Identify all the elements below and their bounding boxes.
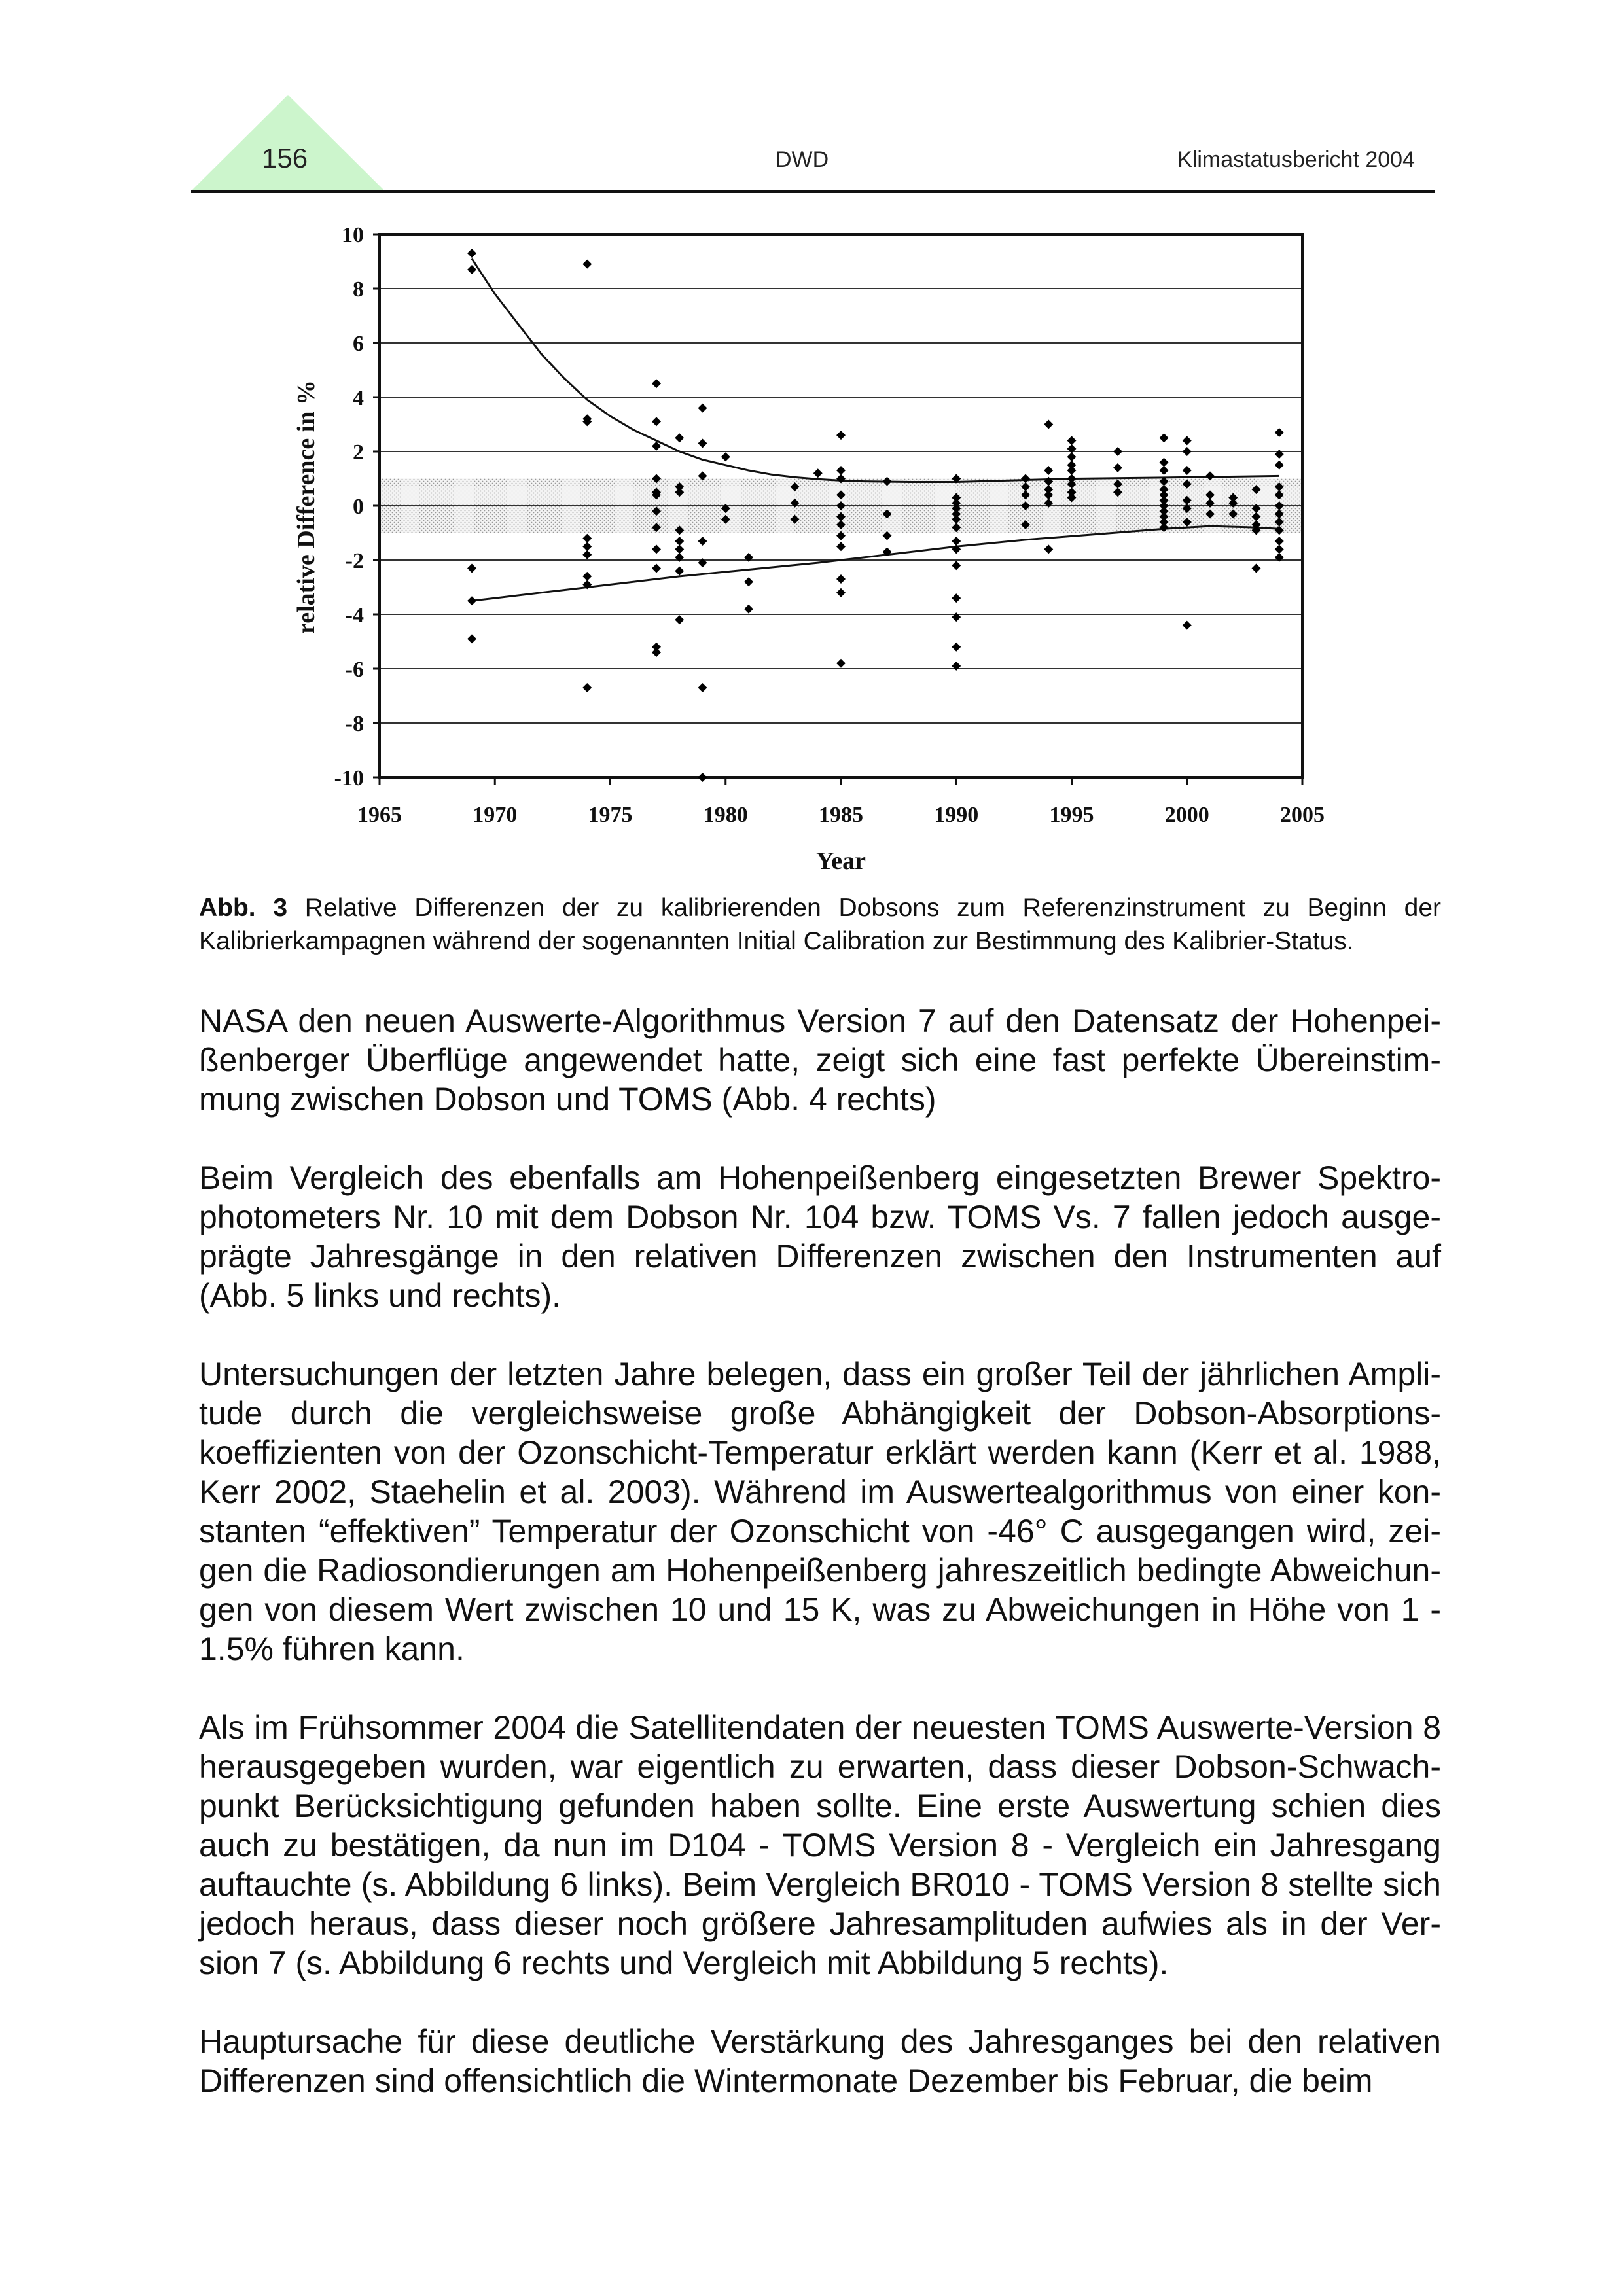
data-point	[582, 572, 592, 581]
data-point	[652, 648, 661, 657]
y-tick-label: -4	[345, 603, 364, 627]
data-point	[1183, 447, 1192, 456]
data-point	[652, 379, 661, 388]
scatter-chart	[262, 209, 1361, 883]
data-point	[744, 605, 753, 614]
x-tick-label: 1980	[703, 803, 748, 827]
y-tick-label: 4	[353, 386, 364, 410]
x-tick-label: 2005	[1280, 803, 1325, 827]
y-tick-label: 0	[353, 495, 364, 519]
page-header	[0, 0, 1623, 203]
y-tick-label: -10	[334, 766, 364, 790]
data-point	[582, 542, 592, 551]
y-tick-label: -2	[345, 549, 364, 573]
x-tick-label: 1985	[819, 803, 863, 827]
data-point	[952, 593, 961, 603]
header-center-text: DWD	[776, 147, 829, 172]
data-point	[1275, 428, 1284, 437]
data-point	[698, 773, 707, 782]
data-point	[1160, 458, 1169, 467]
data-point	[952, 643, 961, 652]
data-point	[1183, 466, 1192, 475]
data-point	[698, 683, 707, 692]
y-tick-label: 6	[353, 332, 364, 356]
data-point	[836, 431, 846, 440]
x-axis-label: Year	[816, 847, 866, 875]
data-point	[652, 544, 661, 554]
data-point	[1113, 447, 1122, 456]
data-point	[467, 249, 476, 258]
data-point	[836, 588, 846, 597]
data-point	[1044, 420, 1053, 429]
x-tick-label: 1965	[357, 803, 402, 827]
data-point	[675, 433, 684, 442]
y-tick-label: 8	[353, 277, 364, 302]
data-point	[675, 537, 684, 546]
data-point	[582, 260, 592, 269]
paragraph-4: Als im Frühsommer 2004 die Satellitendaten der neuesten TOMS Auswerte-Version 8 herausgegeben wurden, war eigentlich zu erwarten, dass dieser Dobson-Schwachpunkt Berücksichtigung gefunden haben sollte. Eine erste Auswertung schien dies auch zu bestätigen, da nun im D104 - TOMS Version 8 - Vergleich ein Jahresgang auftauchte (s. Abbildung 6 links). Beim Vergleich BR010 - TOMS Version 8 stellte sich jedoch heraus, dass dieser noch größere Jahresamplituden aufwies als in der Version 7 (s. Abbildung 6 rechts und Vergleich mit Abbildung 5 rechts).	[199, 1709, 1441, 1981]
data-point	[582, 550, 592, 559]
y-tick-label: -8	[345, 712, 364, 736]
data-point	[675, 615, 684, 624]
data-point	[1044, 544, 1053, 554]
data-point	[652, 563, 661, 573]
x-tick-label: 1970	[473, 803, 518, 827]
data-point	[836, 542, 846, 551]
data-point	[1044, 466, 1053, 475]
x-tick-label: 1975	[588, 803, 633, 827]
data-point	[1067, 436, 1077, 445]
data-point	[836, 574, 846, 584]
data-point	[582, 683, 592, 692]
data-point	[952, 561, 961, 570]
figure-caption	[199, 891, 1441, 958]
paragraph-3: Untersuchungen der letzten Jahre belegen, dass ein großer Teil der jährlichen Amplitude durch die vergleichsweise große Abhängigkeit der Dobson-Absorptionskoeffizienten von der Ozonschicht-Temperatur erklärt werden kann (Kerr et al. 1988, Kerr 2002, Staehelin et al. 2003). Während im Auswertealgorithmus von einer konstanten “effektiven” Temperatur der Ozonschicht von -46° C ausgegangen wird, zeigen die Radiosondierungen am Hohenpeißenberg jahreszeitlich bedingte Abweichungen von diesem Wert zwischen 10 und 15 K, was zu Abweichungen in Höhe von 1 - 1.5% führen kann.	[199, 1356, 1441, 1667]
data-point	[1252, 563, 1261, 573]
data-point	[1183, 621, 1192, 630]
y-tick-label: 10	[342, 223, 364, 247]
figure-3	[262, 209, 1361, 883]
data-point	[698, 404, 707, 413]
y-tick-label: -6	[345, 658, 364, 682]
data-point	[1067, 466, 1077, 475]
data-point	[467, 265, 476, 274]
data-point	[582, 534, 592, 543]
paragraph-2: Beim Vergleich des ebenfalls am Hohenpeißenberg eingesetzten Brewer Spektrophotometers Nr. 10 mit dem Dobson Nr. 104 bzw. TOMS Vs. 7 fallen jedoch ausgeprägte Jahresgänge in den relativen Differenzen zwischen den Instrumenten auf (Abb. 5 links und rechts).	[199, 1159, 1441, 1314]
x-tick-label: 1995	[1049, 803, 1094, 827]
data-point	[813, 468, 823, 478]
data-point	[675, 567, 684, 576]
data-point	[1275, 461, 1284, 470]
lower-fit-curve	[472, 526, 1279, 601]
data-point	[952, 537, 961, 546]
data-point	[467, 563, 476, 573]
y-tick-label: 2	[353, 440, 364, 465]
data-point	[1183, 436, 1192, 445]
data-point	[675, 544, 684, 554]
header-right-text: Klimastatusbericht 2004	[1177, 147, 1415, 172]
data-point	[467, 634, 476, 643]
data-point	[1113, 463, 1122, 472]
caption-label: Abb. 3	[199, 894, 288, 922]
upper-fit-curve	[472, 258, 1279, 482]
paragraph-1: NASA den neuen Auswerte-Algorithmus Version 7 auf den Datensatz der Hohenpeißenberger Überflüge angewendet hatte, zeigt sich eine fast perfekte Übereinstimmung zwischen Dobson und TOMS (Abb. 4 rechts)	[199, 1002, 1441, 1118]
data-point	[1160, 433, 1169, 442]
data-point	[1275, 537, 1284, 546]
data-point	[721, 452, 730, 461]
data-point	[1275, 544, 1284, 554]
paragraph-5: Hauptursache für diese deutliche Verstärkung des Jahresganges bei den relativen Differenzen sind offensichtlich die Wintermonate Dezember bis Februar, die beim	[199, 2023, 1441, 2099]
data-point	[744, 577, 753, 586]
x-tick-label: 1990	[934, 803, 979, 827]
data-point	[1160, 466, 1169, 475]
data-point	[698, 537, 707, 546]
x-tick-label: 2000	[1164, 803, 1209, 827]
y-axis-label: relative Difference in %	[293, 380, 320, 634]
data-point	[836, 659, 846, 668]
data-point	[467, 596, 476, 605]
page-number: 156	[262, 143, 308, 173]
data-point	[1067, 452, 1077, 461]
data-point	[652, 417, 661, 426]
data-point	[836, 466, 846, 475]
data-point	[698, 439, 707, 448]
body-text	[199, 1001, 1441, 2140]
caption-text: Relative Differenzen der zu kalibrierenden Dobsons zum Referenzinstrument zu Beginn der Kalibrierkampagnen während der sogenannten Initial Calibration zur Bestimmung des Kalibrier-Status.	[199, 894, 1442, 955]
